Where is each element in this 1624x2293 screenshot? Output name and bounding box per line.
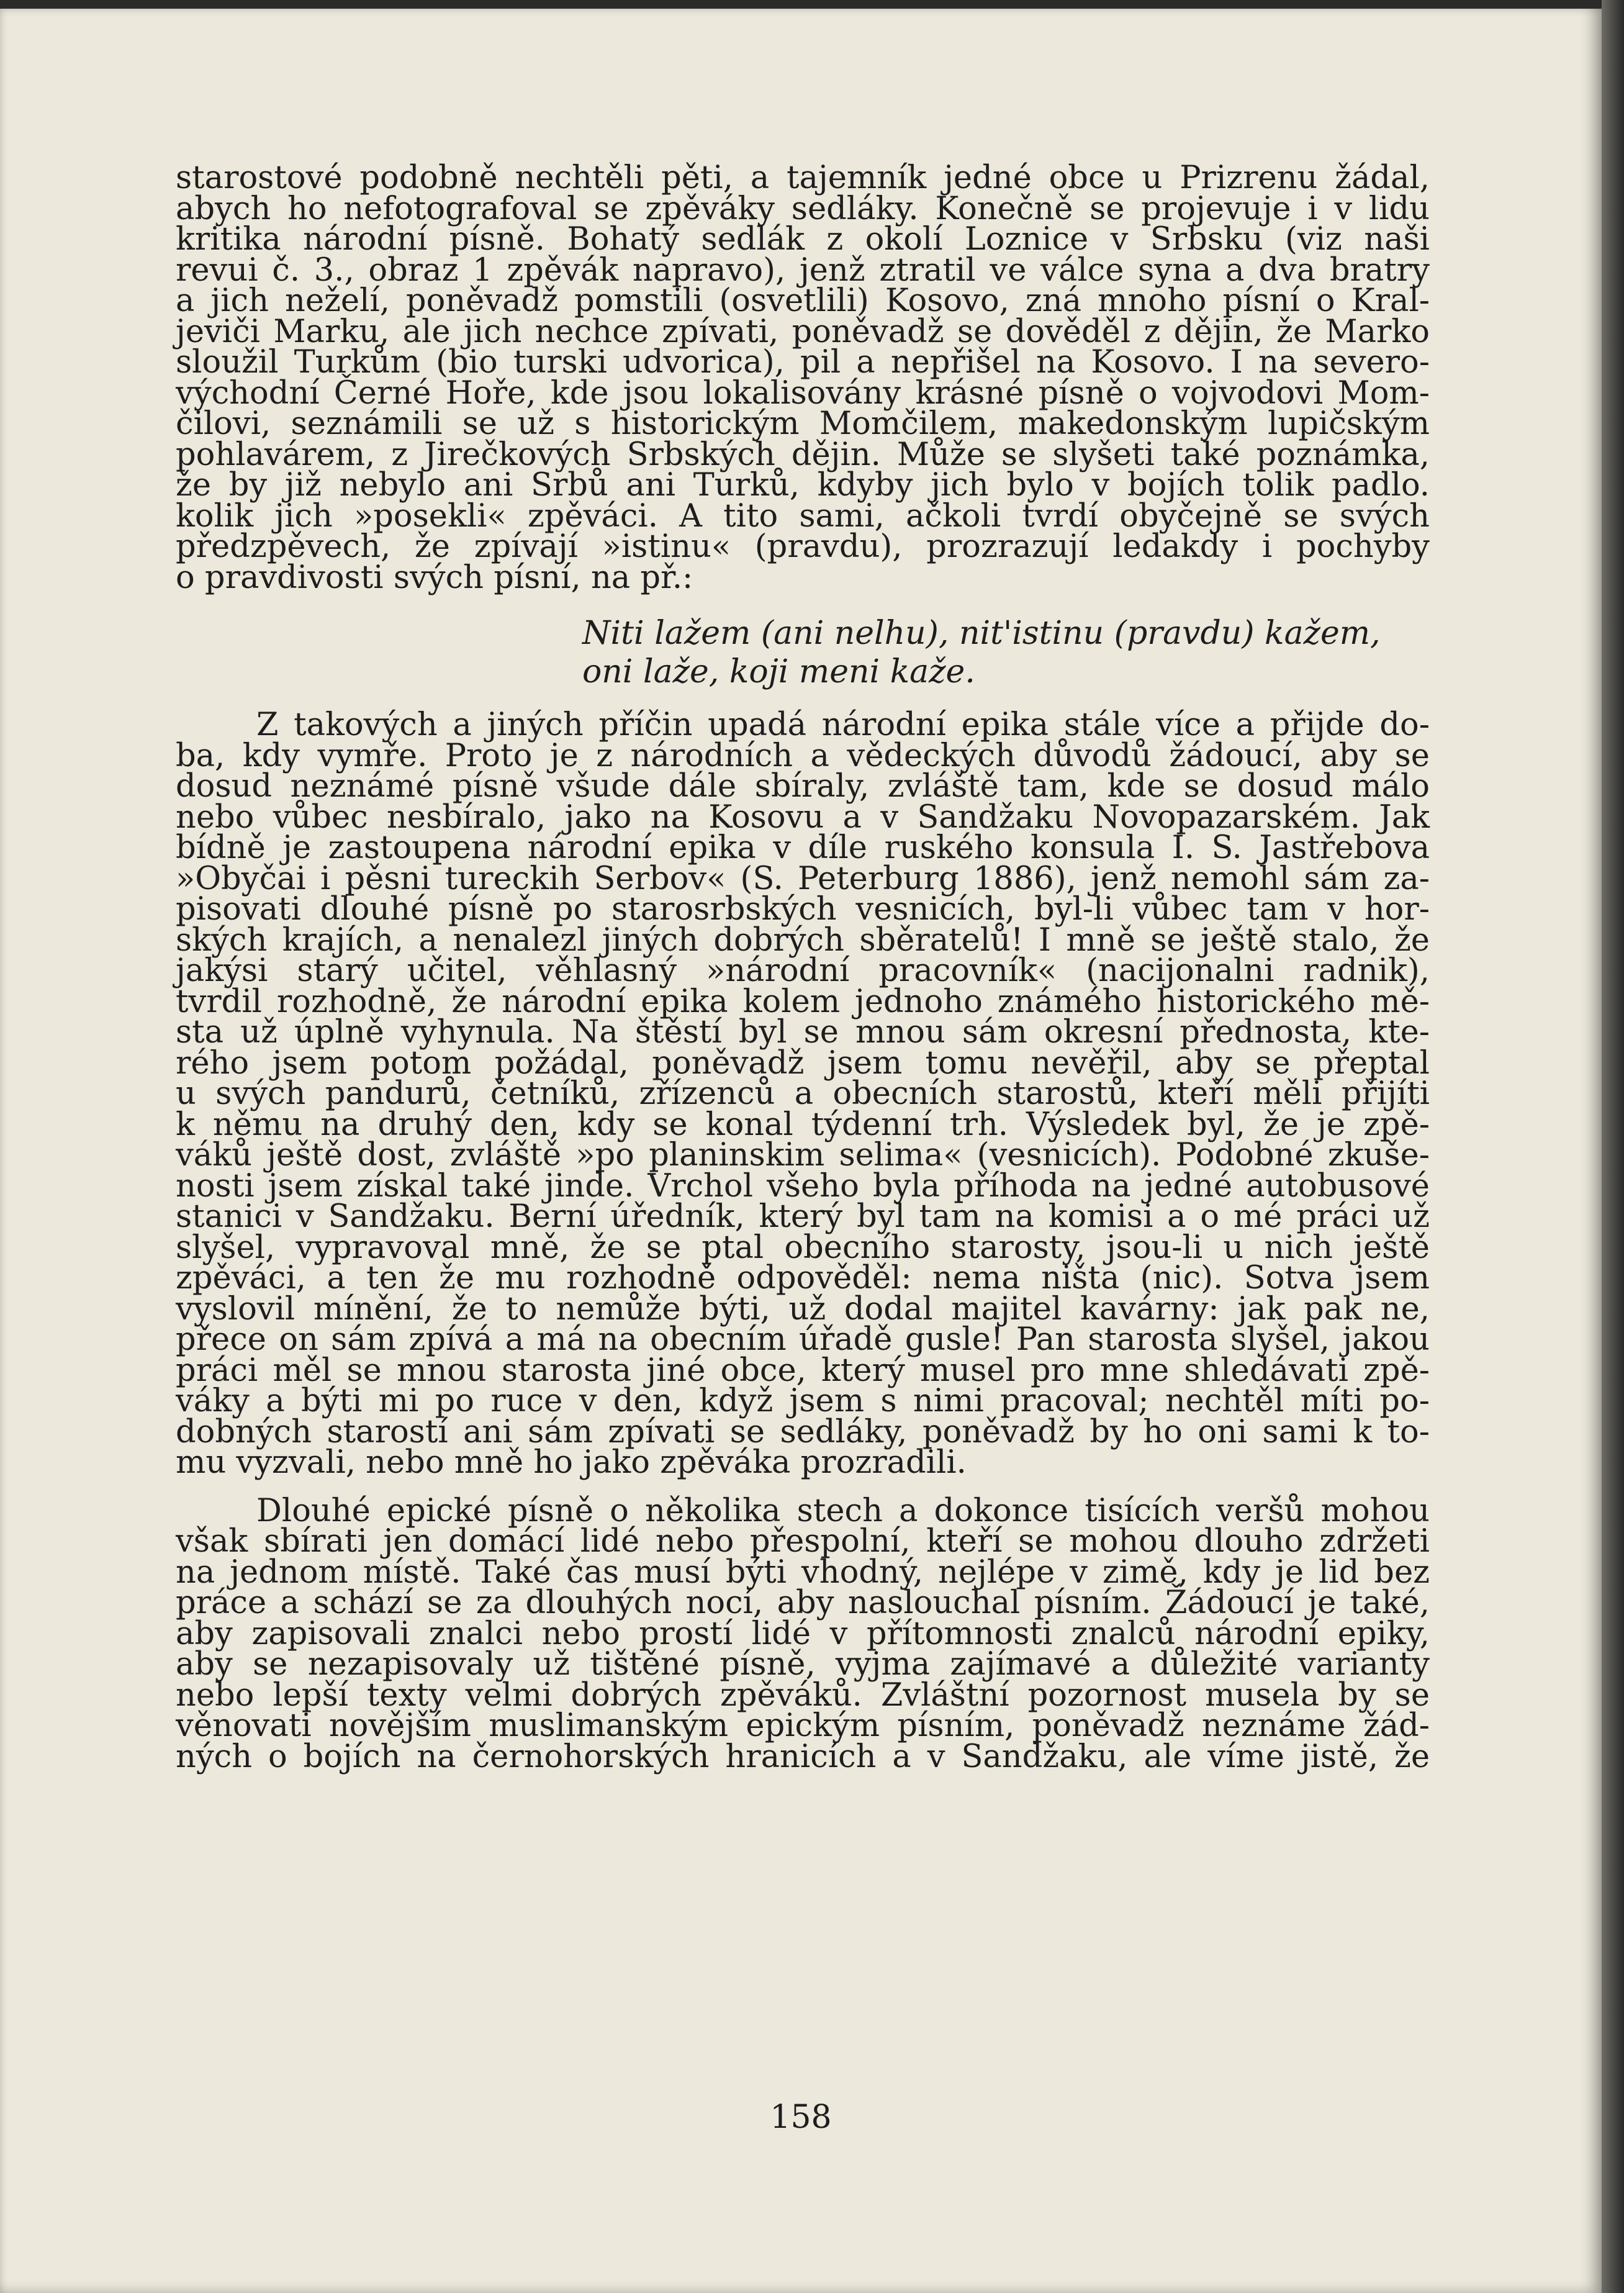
text-line: Dlouhé epické písně o několika stech a dokonce tisících veršů mohou: [256, 1492, 1430, 1529]
paragraph-2: [176, 707, 1430, 1481]
text-line: a jich neželí, poněvadž pomstili (osvetlili) Kosovo, zná mnoho písní o Kral-: [176, 283, 1430, 319]
text-line: zpěváci, a ten že mu rozhodně odpověděl: nema ništa (nic). Sotva jsem: [176, 1260, 1430, 1296]
text-line: slyšel, vypravoval mně, že se ptal obecního starosty, jsou-li u nich ještě: [176, 1229, 1430, 1266]
text-line: stanici v Sandžaku. Berní úředník, který byl tam na komisi a o mé práci už: [176, 1198, 1430, 1235]
text-line: ných o bojích na černohorských hranicích a v Sandžaku, ale víme jistě, že: [176, 1738, 1430, 1775]
text-line: ba, kdy vymře. Proto je z národních a vědeckých důvodů žádoucí, aby se: [176, 737, 1430, 774]
text-line: však sbírati jen domácí lidé nebo přespolní, kteří se mohou dlouho zdržeti: [176, 1523, 1430, 1560]
text-line: věnovati novějším muslimanským epickým písním, poněvadž neznáme žád-: [176, 1707, 1430, 1744]
text-line: nebo vůbec nesbíralo, jako na Kosovu a v Sandžaku Novopazarském. Jak: [176, 798, 1430, 836]
text-line: starostové podobně nechtěli pěti, a tajemník jedné obce u Prizrenu žádal,: [176, 160, 1430, 196]
text-line: »Obyčai i pěsni tureckih Serbov« (S. Peterburg 1886), jenž nemohl sám za-: [176, 860, 1430, 897]
text-line: bídně je zastoupena národní epika v díle ruského konsula I. S. Jastřebova: [176, 830, 1430, 866]
text-line: práci měl se mnou starosta jiné obce, který musel pro mne shledávati zpě-: [176, 1352, 1430, 1389]
text-line: dobných starostí ani sám zpívati se sedláky, poněvadž by ho oni sami k to-: [176, 1413, 1430, 1450]
text-line: váky a býti mi po ruce v den, když jsem s nimi pracoval; nechtěl míti po-: [176, 1383, 1430, 1419]
text-line: revui č. 3., obraz 1 zpěvák napravo), jenž ztratil ve válce syna a dva bratry: [176, 251, 1430, 289]
text-line: že by již nebylo ani Srbů ani Turků, kdyby jich bylo v bojích tolik padlo.: [176, 467, 1430, 504]
text-line: pohlavárem, z Jirečkových Srbských dějin. Může se slyšeti také poznámka,: [176, 436, 1430, 473]
text-line: kritika národní písně. Bohatý sedlák z okolí Loznice v Srbsku (viz naši: [176, 221, 1430, 258]
scan-binding-edge: [1602, 0, 1624, 2293]
text-line: váků ještě dost, zvláště »po planinskim selima« (vesnicích). Podobné zkuše-: [176, 1137, 1430, 1174]
text-line: práce a schází se za dlouhých nocí, aby naslouchal písním. Žádoucí je také,: [176, 1585, 1430, 1621]
text-line: kolik jich »posekli« zpěváci. A tito sami, ačkoli tvrdí obyčejně se svých: [176, 497, 1430, 535]
paragraph-1: [176, 160, 1430, 596]
text-line: rého jsem potom požádal, poněvadž jsem tomu nevěřil, aby se přeptal: [176, 1044, 1430, 1082]
text-line: pisovati dlouhé písně po starosrbských vesnicích, byl-li vůbec tam v hor-: [176, 891, 1430, 928]
text-line: sta už úplně vyhynula. Na štěstí byl se mnou sám okresní přednosta, kte-: [176, 1014, 1430, 1051]
verse-quote: [176, 614, 1430, 691]
paragraph-3: [176, 1492, 1430, 1775]
text-line: na jednom místě. Také čas musí býti vhodný, nejlépe v zimě, kdy je lid bez: [176, 1554, 1430, 1591]
text-line: abych ho nefotografoval se zpěváky sedláky. Konečně se projevuje i v lidu: [176, 190, 1430, 227]
text-line: o pravdivosti svých písní, na př.:: [176, 559, 693, 596]
text-line: Z takových a jiných příčin upadá národní epika stále více a přijde do-: [256, 707, 1430, 743]
text-line: aby zapisovali znalci nebo prostí lidé v přítomnosti znalců národní epiky,: [176, 1615, 1430, 1652]
verse-line: Niti lažem (ani nelhu), nit'istinu (pravdu) kažem,: [582, 615, 1381, 652]
body-text: [176, 160, 1430, 1775]
text-line: východní Černé Hoře, kde jsou lokalisovány krásné písně o vojvodovi Mom-: [176, 374, 1430, 412]
text-line: k němu na druhý den, kdy se konal týdenní trh. Výsledek byl, že je zpě-: [176, 1106, 1430, 1143]
text-line: nosti jsem získal také jinde. Vrchol všeho byla příhoda na jedné autobusové: [176, 1167, 1430, 1205]
text-line: u svých pandurů, četníků, zřízenců a obecních starostů, kteří měli přijíti: [176, 1075, 1430, 1112]
text-line: ských krajích, a nenalezl jiných dobrých sběratelů! I mně se ještě stalo, že: [176, 921, 1430, 959]
verse-line: oni laže, koji meni kaže.: [582, 653, 975, 690]
page-number: 158: [770, 2099, 832, 2136]
text-line: aby se nezapisovaly už tištěné písně, vyjma zajímavé a důležité varianty: [176, 1646, 1430, 1683]
text-line: vyslovil mínění, že to nemůže býti, už dodal majitel kavárny: jak pak ne,: [176, 1290, 1430, 1327]
text-line: předzpěvech, že zpívají »istinu« (pravdu), prozrazují ledakdy i pochyby: [176, 528, 1430, 565]
text-line: sloužil Turkům (bio turski udvorica), pil a nepřišel na Kosovo. I na severo-: [176, 344, 1430, 381]
text-line: tvrdil rozhodně, že národní epika kolem jednoho známého historického mě-: [176, 983, 1430, 1020]
text-line: jeviči Marku, ale jich nechce zpívati, poněvadž se dověděl z dějin, že Marko: [176, 313, 1430, 350]
text-line: přece on sám zpívá a má na obecním úřadě gusle! Pan starosta slyšel, jakou: [176, 1321, 1430, 1358]
text-line: jakýsi starý učitel, věhlasný »národní pracovník« (nacijonalni radnik),: [176, 952, 1430, 989]
text-line: čilovi, seznámili se už s historickým Momčilem, makedonským lupičským: [176, 405, 1430, 442]
text-line: dosud neznámé písně všude dále sbíraly, zvláště tam, kde se dosud málo: [176, 768, 1430, 805]
text-line: nebo lepší texty velmi dobrých zpěváků. Zvláštní pozornost musela by se: [176, 1676, 1430, 1714]
scan-top-edge: [0, 0, 1624, 9]
text-line: mu vyzvali, nebo mně ho jako zpěváka prozradili.: [176, 1444, 967, 1481]
